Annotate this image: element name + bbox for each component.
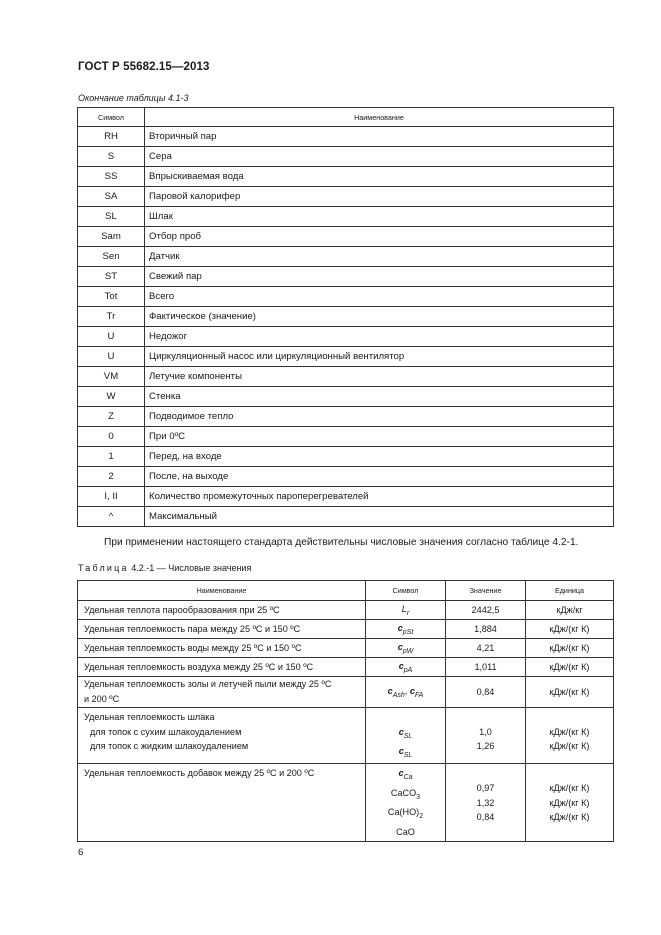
row-name-line: Удельная теплоемкость золы и летучей пыли между 25 ºС — [84, 679, 332, 690]
symbol-main: c — [397, 622, 403, 633]
row-symbol: 2 — [78, 467, 145, 487]
col-header-symbol: Символ — [366, 581, 446, 601]
row-value: 2442,5 — [446, 601, 526, 620]
value-line: 1,32 — [476, 797, 495, 808]
row-subname: для топок с жидким шлакоудалением — [90, 741, 249, 752]
table1-caption: Окончание таблицы 4.1-3 — [78, 93, 189, 103]
table-row — [78, 367, 614, 387]
row-symbol: Tr — [78, 307, 145, 327]
compound-name: CaO — [396, 826, 415, 837]
compound-sub: 2 — [419, 813, 424, 821]
row-name: Циркуляционный насос или циркуляционный вентилятор — [145, 347, 614, 367]
table-row — [78, 267, 614, 287]
row-symbol: SL — [78, 207, 145, 227]
row-name: Недожог — [145, 327, 614, 347]
row-symbol: Tot — [78, 287, 145, 307]
table-row — [78, 347, 614, 367]
row-symbol — [366, 764, 446, 842]
table-row — [78, 708, 614, 764]
symbol-sub: SL — [403, 732, 413, 740]
col-header-unit: Единица — [526, 581, 614, 601]
symbol-sub: pW — [402, 647, 414, 655]
row-name-line: Удельная теплоемкость шлака — [84, 712, 215, 722]
table-row — [78, 307, 614, 327]
symbol-main: c — [398, 726, 404, 737]
table2-caption-prefix: Таблица — [78, 563, 129, 573]
row-symbol: ST — [78, 267, 145, 287]
row-name: Сера — [145, 147, 614, 167]
table-row — [78, 147, 614, 167]
row-symbol: RH — [78, 127, 145, 147]
symbol-sub: pSt — [402, 628, 414, 636]
row-name: Всего — [145, 287, 614, 307]
row-value — [446, 764, 526, 842]
symbol-sub: SL — [403, 751, 413, 759]
col-header-symbol: Символ — [78, 108, 145, 127]
symbol-separator: , — [404, 685, 410, 696]
compound-name: Ca(HO) — [387, 807, 420, 818]
row-symbol: U — [78, 347, 145, 367]
row-name — [78, 708, 366, 764]
row-value: 1,884 — [446, 620, 526, 639]
row-symbol: ^ — [78, 507, 145, 527]
row-symbol: 0 — [78, 427, 145, 447]
col-header-value: Значение — [446, 581, 526, 601]
table-row — [78, 407, 614, 427]
row-name: Летучие компоненты — [145, 367, 614, 387]
row-name: Датчик — [145, 247, 614, 267]
table-row — [78, 620, 614, 639]
row-name: Удельная теплоемкость воздуха между 25 ºС и 150 ºС — [78, 658, 366, 677]
table-row — [78, 247, 614, 267]
row-symbol — [366, 620, 446, 639]
row-value: 1,011 — [446, 658, 526, 677]
unit-line: кДж/(кг К) — [549, 741, 590, 752]
table-row — [78, 167, 614, 187]
symbol-main: c — [398, 768, 404, 779]
value-line: 0,84 — [476, 812, 495, 823]
table-row — [78, 447, 614, 467]
row-name: После, на выходе — [145, 467, 614, 487]
row-name: Удельная теплота парообразования при 25 ºС — [78, 601, 366, 620]
unit-line: кДж/(кг К) — [549, 783, 590, 793]
symbol-main: c — [409, 685, 415, 696]
unit-line: кДж/(кг К) — [549, 797, 590, 808]
row-symbol: Sen — [78, 247, 145, 267]
row-name — [78, 764, 366, 842]
row-name-line: и 200 ºС — [84, 694, 120, 704]
row-symbol — [366, 708, 446, 764]
table-row — [78, 507, 614, 527]
table-row — [78, 327, 614, 347]
symbol-main: c — [398, 660, 404, 671]
table-row — [78, 427, 614, 447]
row-name: Вторичный пар — [145, 127, 614, 147]
table-row — [78, 187, 614, 207]
row-name: Паровой калорифер — [145, 187, 614, 207]
symbols-table — [77, 107, 614, 527]
row-symbol — [366, 677, 446, 708]
symbol-main: c — [387, 685, 393, 696]
document-header: ГОСТ Р 55682.15—2013 — [78, 61, 210, 73]
row-symbol — [366, 639, 446, 658]
row-symbol: VM — [78, 367, 145, 387]
row-symbol: 1 — [78, 447, 145, 467]
symbol-sub: Ash — [392, 691, 405, 699]
row-name: При 0ºС — [145, 427, 614, 447]
row-unit — [526, 708, 614, 764]
compound-name: CaCO — [390, 787, 417, 798]
value-line: 1,0 — [479, 726, 492, 737]
row-name: Впрыскиваемая вода — [145, 167, 614, 187]
row-name: Удельная теплоемкость воды между 25 ºС и 150 ºС — [78, 639, 366, 658]
row-name: Подводимое тепло — [145, 407, 614, 427]
row-symbol: S — [78, 147, 145, 167]
row-value: 0,84 — [446, 677, 526, 708]
col-header-name: Наименование — [78, 581, 366, 601]
row-unit: кДж/(кг К) — [526, 639, 614, 658]
value-line: 0,97 — [476, 783, 495, 793]
row-name: Максимальный — [145, 507, 614, 527]
row-symbol: I, II — [78, 487, 145, 507]
row-symbol: Z — [78, 407, 145, 427]
value-line: 1,26 — [476, 741, 495, 752]
table-row — [78, 487, 614, 507]
row-name — [78, 677, 366, 708]
row-unit: кДж/(кг К) — [526, 677, 614, 708]
symbol-sub: r — [406, 609, 410, 617]
symbol-main: c — [398, 746, 404, 756]
symbol-sub: pA — [403, 666, 413, 674]
table-row — [78, 127, 614, 147]
unit-line: кДж/(кг К) — [549, 726, 590, 737]
row-name: Перед, на входе — [145, 447, 614, 467]
symbol-sub: Ca — [403, 774, 413, 782]
row-name: Фактическое (значение) — [145, 307, 614, 327]
table-row — [78, 387, 614, 407]
row-symbol: Sam — [78, 227, 145, 247]
row-unit — [526, 764, 614, 842]
col-header-name: Наименование — [145, 108, 614, 127]
row-symbol: SA — [78, 187, 145, 207]
symbol-main: L — [401, 603, 407, 614]
row-value: 4,21 — [446, 639, 526, 658]
table-row — [78, 467, 614, 487]
symbol-main: c — [397, 641, 403, 652]
compound-sub: 3 — [416, 793, 421, 801]
row-unit: кДж/кг — [526, 601, 614, 620]
row-name: Стенка — [145, 387, 614, 407]
row-subname: для топок с сухим шлакоудалением — [90, 726, 242, 737]
table-row — [78, 677, 614, 708]
table2-caption — [78, 563, 251, 573]
row-symbol: W — [78, 387, 145, 407]
unit-line: кДж/(кг К) — [549, 812, 590, 823]
symbol-sub: FA — [414, 691, 424, 699]
row-symbol: SS — [78, 167, 145, 187]
table-row — [78, 287, 614, 307]
table-row — [78, 764, 614, 842]
table-row — [78, 227, 614, 247]
table-row — [78, 601, 614, 620]
row-name: Отбор проб — [145, 227, 614, 247]
row-unit: кДж/(кг К) — [526, 620, 614, 639]
values-table — [77, 580, 614, 842]
row-name: Количество промежуточных пароперегревателей — [145, 487, 614, 507]
body-paragraph: При применении настоящего стандарта действительны числовые значения согласно таблице 4.2-1. — [104, 537, 579, 548]
symbols-table-body — [78, 127, 614, 527]
row-name-line: Удельная теплоемкость добавок между 25 ºС и 200 ºС — [84, 768, 315, 779]
row-name: Удельная теплоемкость пара между 25 ºС и 150 ºС — [78, 620, 366, 639]
table-row — [78, 639, 614, 658]
row-unit: кДж/(кг К) — [526, 658, 614, 677]
table-row — [78, 207, 614, 227]
table2-caption-rest: 4.2.-1 — Числовые значения — [128, 563, 252, 573]
row-symbol — [366, 601, 446, 620]
row-value — [446, 708, 526, 764]
row-name: Свежий пар — [145, 267, 614, 287]
page-number: 6 — [78, 847, 84, 858]
row-symbol: U — [78, 327, 145, 347]
row-symbol — [366, 658, 446, 677]
table-row — [78, 658, 614, 677]
row-name: Шлак — [145, 207, 614, 227]
